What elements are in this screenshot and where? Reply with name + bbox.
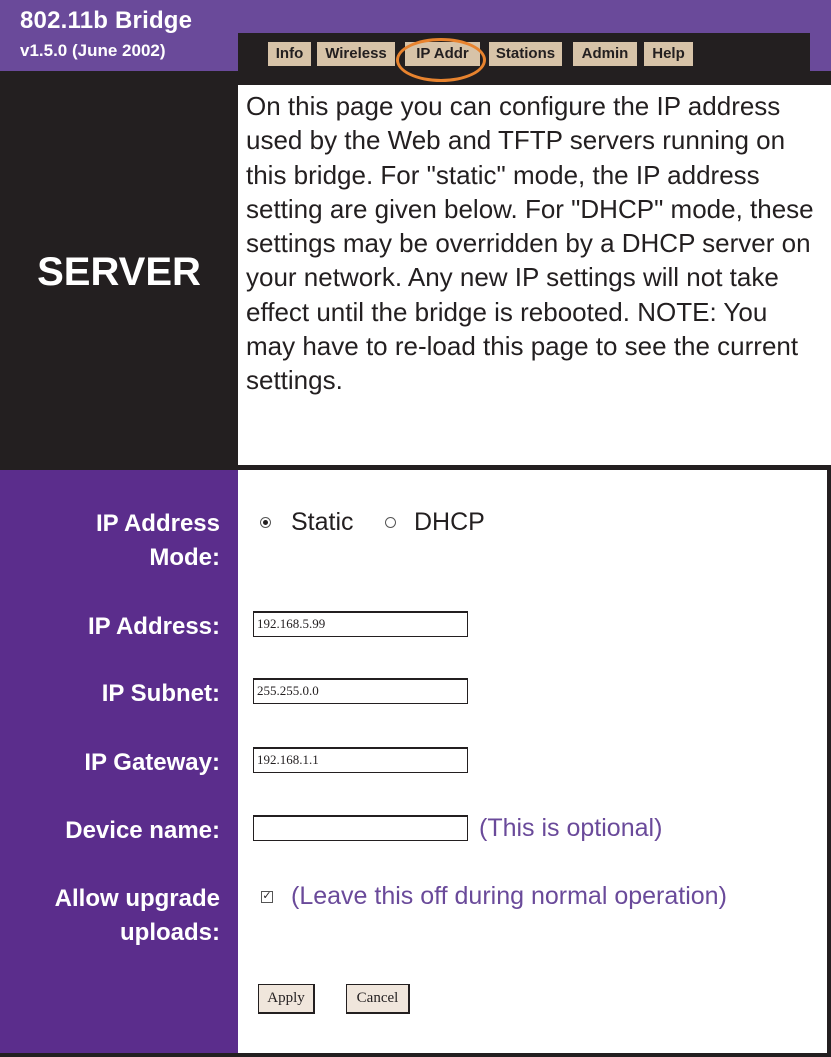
device-name-input[interactable] [253,815,468,841]
section-label: SERVER [37,250,201,294]
description-panel [238,85,831,465]
upgrade-note: (Leave this off during normal operation) [291,882,727,910]
device-name-label: Device name: [65,817,220,844]
tab-ip-addr[interactable]: IP Addr [403,40,482,68]
app-version: v1.5.0 (June 2002) [20,41,166,60]
upgrade-checkbox[interactable]: ✓ [262,890,272,902]
active-tab-highlight [396,38,486,82]
device-name-note: (This is optional) [479,814,663,842]
cancel-button[interactable]: Cancel [346,984,410,1014]
tab-info[interactable]: Info [266,40,313,68]
upgrade-label-line1: Allow upgrade [54,885,220,912]
frame-border-bottom [0,1053,831,1057]
ip-mode-label-line1: IP Address [95,510,220,537]
mode-static-radio[interactable] [260,517,271,528]
ip-mode-label-line2: Mode: [149,544,220,571]
tab-wireless[interactable]: Wireless [315,40,397,68]
ip-gateway-label: IP Gateway: [84,749,220,776]
description-text: On this page you can configure the IP address used by the Web and TFTP servers running on this bridge. For "static" mode, the IP address setting are given below. For "DHCP" mode, these settings may be overridden by a DHCP server on your network. Any new IP settings will not take effect until the bridge is rebooted. NOTE: You may have to re-load this page to see the current settings. [246,91,814,396]
mode-static-label: Static [291,508,354,536]
apply-button[interactable]: Apply [258,984,315,1014]
upgrade-label-line2: uploads: [120,919,220,946]
ip-gateway-input[interactable]: 192.168.1.1 [253,747,468,773]
tab-stations[interactable]: Stations [487,40,564,68]
frame-border-right [827,470,831,1057]
tab-help[interactable]: Help [642,40,695,68]
mode-dhcp-radio[interactable] [385,517,396,528]
ip-address-label: IP Address: [87,613,220,640]
tab-admin[interactable]: Admin [571,40,639,68]
mode-dhcp-label: DHCP [414,508,485,536]
app-title: 802.11b Bridge [20,7,193,34]
ip-subnet-input[interactable]: 255.255.0.0 [253,678,468,704]
ip-address-input[interactable]: 192.168.5.99 [253,611,468,637]
ip-subnet-label: IP Subnet: [101,680,220,707]
